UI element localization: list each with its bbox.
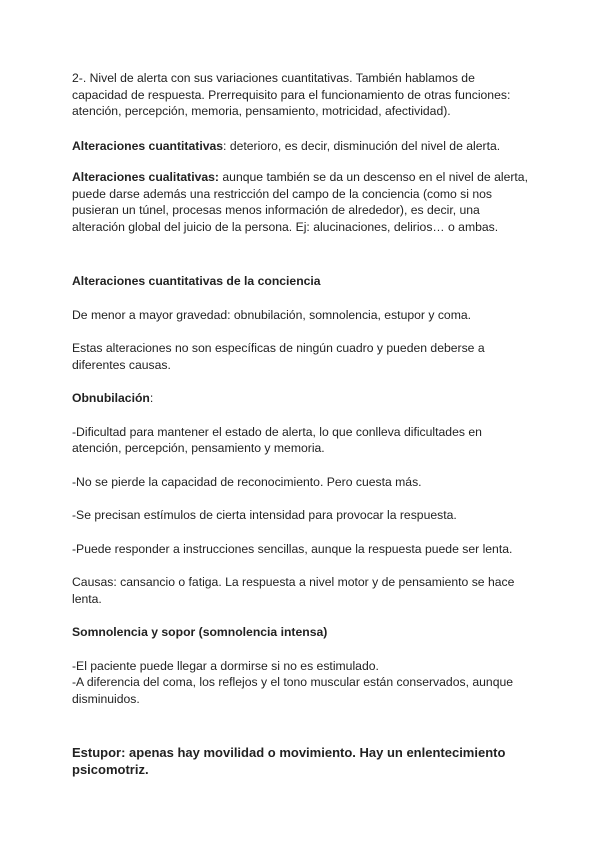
paragraph-nonspecific: Estas alteraciones no son específicas de ningún cuadro y pueden deberse a diferentes causas. (72, 341, 485, 372)
term-qualitative: Alteraciones cualitativas: (72, 170, 219, 184)
paragraph-quantitative: Alteraciones cuantitativas: deterioro, es decir, disminución del nivel de alerta. (72, 138, 501, 153)
bullet-sleep: -El paciente puede llegar a dormirse si no es estimulado. (72, 658, 379, 673)
heading-somnolence: Somnolencia y sopor (somnolencia intensa) (72, 625, 328, 639)
bullet-reflexes: -A diferencia del coma, los reflejos y el tono muscular están conservados, aunque disminuidos. (72, 675, 514, 706)
paragraph-intro: 2-. Nivel de alerta con sus variaciones cuantitativas. También hablamos de capacidad de respuesta. Prerrequisito para el funcionamiento de otras funciones: atención, percepción, memoria, pensamiento, motricidad, afectividad). (72, 71, 511, 118)
bullet-recognition: -No se pierde la capacidad de reconocimiento. Pero cuesta más. (72, 474, 422, 489)
paragraph-causes: Causas: cansancio o fatiga. La respuesta a nivel motor y de pensamiento se hace lenta. (72, 575, 515, 606)
bullet-instructions: -Puede responder a instrucciones sencillas, aunque la respuesta puede ser lenta. (72, 541, 513, 556)
paragraph-stupor: Estupor: apenas hay movilidad o movimiento. Hay un enlentecimiento psicomotriz. (72, 745, 506, 777)
heading-obnubilation: Obnubilación: (72, 391, 154, 405)
paragraph-severity: De menor a mayor gravedad: obnubilación, somnolencia, estupor y coma. (72, 307, 472, 322)
document-page (72, 70, 532, 778)
term-quantitative: Alteraciones cuantitativas (72, 138, 224, 153)
paragraph-qualitative: Alteraciones cualitativas: aunque también se da un descenso en el nivel de alerta, puede darse además una restricción del campo de la conciencia (como si nos pusieran un túnel, procesas menos información de alrededor), es decir, una alteración global del juicio de la persona. Ej: alucinaciones, delirios… o ambas. (72, 170, 528, 234)
bullet-difficulty: -Dificultad para mantener el estado de alerta, lo que conlleva dificultades en atención, percepción, pensamiento y memoria. (72, 424, 482, 455)
heading-quantitative-consciousness: Alteraciones cuantitativas de la conciencia (72, 274, 321, 288)
bullet-stimuli: -Se precisan estímulos de cierta intensidad para provocar la respuesta. (72, 508, 457, 522)
